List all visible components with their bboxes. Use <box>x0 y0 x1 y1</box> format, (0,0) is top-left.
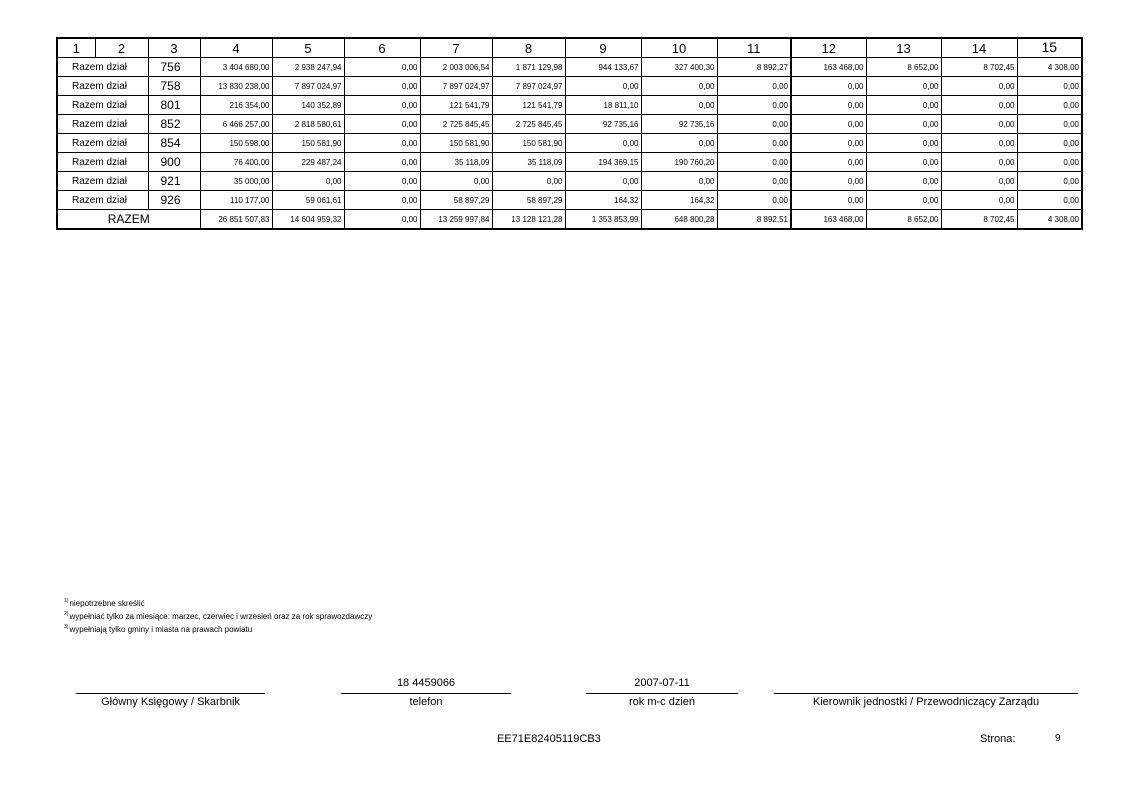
row-code: 756 <box>148 58 200 77</box>
column-header-6: 6 <box>344 38 420 58</box>
table-cell: 7 897 024,97 <box>272 77 344 96</box>
row-code: 926 <box>148 191 200 210</box>
table-cell: 0,00 <box>641 77 717 96</box>
table-cell: 0,00 <box>1017 115 1082 134</box>
column-header-13: 13 <box>866 38 941 58</box>
row-code: 852 <box>148 115 200 134</box>
table-cell: 13 830 238,00 <box>200 77 272 96</box>
table-cell: 0,00 <box>941 191 1017 210</box>
row-label: Razem dział <box>57 77 148 96</box>
signature-caption: Kierownik jednostki / Przewodniczący Zarządu <box>812 696 1040 708</box>
table-cell: 0,00 <box>641 134 717 153</box>
signature-line <box>586 693 738 694</box>
document-id: EE71E82405119CB3 <box>497 733 601 745</box>
table-cell: 0,00 <box>344 77 420 96</box>
table-cell: 0,00 <box>941 96 1017 115</box>
table-cell: 1 871 129,98 <box>492 58 565 77</box>
column-header-8: 8 <box>492 38 565 58</box>
table-cell: 150 598,00 <box>200 134 272 153</box>
footnote: $^{1)}$niepotrzebne skreślić <box>64 598 145 608</box>
table-cell: 0,00 <box>717 172 791 191</box>
phone-value: 18 4459066 <box>396 677 456 689</box>
total-cell: 648 800,28 <box>641 210 717 230</box>
table-cell: 35 000,00 <box>200 172 272 191</box>
total-cell: 13 259 997,84 <box>420 210 492 230</box>
table-cell: 0,00 <box>717 77 791 96</box>
footnotes <box>64 596 372 635</box>
table-cell: 0,00 <box>1017 191 1082 210</box>
column-header-15: 15 <box>1017 38 1082 58</box>
row-label: Razem dział <box>57 115 148 134</box>
column-header-10: 10 <box>641 38 717 58</box>
column-header-1: 1 <box>57 38 95 58</box>
table-cell: 0,00 <box>1017 172 1082 191</box>
table-cell: 92 735,16 <box>565 115 641 134</box>
table-row <box>57 115 1082 134</box>
table-cell: 190 760,20 <box>641 153 717 172</box>
table-cell: 2 938 247,94 <box>272 58 344 77</box>
table-cell: 0,00 <box>866 96 941 115</box>
table-row <box>57 134 1082 153</box>
table-cell: 0,00 <box>344 96 420 115</box>
column-header-9: 9 <box>565 38 641 58</box>
total-cell: 8 702,45 <box>941 210 1017 230</box>
signature-caption: Główny Księgowy / Skarbnik <box>101 696 240 708</box>
table-cell: 0,00 <box>344 172 420 191</box>
table-cell: 0,00 <box>420 172 492 191</box>
signature-value <box>774 676 1078 690</box>
table-row <box>57 96 1082 115</box>
table-cell: 327 400,30 <box>641 58 717 77</box>
table-cell: 194 369,15 <box>565 153 641 172</box>
table-cell: 0,00 <box>1017 153 1082 172</box>
table-cell: 944 133,67 <box>565 58 641 77</box>
table-cell: 0,00 <box>344 153 420 172</box>
total-label: RAZEM <box>57 210 200 230</box>
table-row <box>57 58 1082 77</box>
signature-line <box>341 693 511 694</box>
table-cell: 0,00 <box>866 115 941 134</box>
table-cell: 229 487,24 <box>272 153 344 172</box>
row-code: 900 <box>148 153 200 172</box>
table-cell: 0,00 <box>717 115 791 134</box>
table-cell: 18 811,10 <box>565 96 641 115</box>
table-cell: 0,00 <box>344 134 420 153</box>
table-cell: 76 400,00 <box>200 153 272 172</box>
table-row <box>57 77 1082 96</box>
signature-value <box>76 676 265 690</box>
signature-line <box>774 693 1078 694</box>
total-cell: 13 128 121,28 <box>492 210 565 230</box>
row-label: Razem dział <box>57 134 148 153</box>
table-header-row <box>57 38 1082 58</box>
table-cell: 0,00 <box>565 77 641 96</box>
table-cell: 2 003 006,54 <box>420 58 492 77</box>
row-code: 854 <box>148 134 200 153</box>
footnote: $^{2)}$wypełniać tylko za miesiące: marzec, czerwiec i wrzesień oraz za rok sprawozdawczy <box>64 611 373 621</box>
row-code: 758 <box>148 77 200 96</box>
signature-date <box>586 676 738 708</box>
table-cell: 58 897,29 <box>420 191 492 210</box>
table-cell: 121 541,79 <box>420 96 492 115</box>
table-cell: 0,00 <box>492 172 565 191</box>
table-cell: 164,32 <box>565 191 641 210</box>
total-cell: 26 851 507,83 <box>200 210 272 230</box>
table-cell: 216 354,00 <box>200 96 272 115</box>
column-header-11: 11 <box>717 38 791 58</box>
table-cell: 58 897,29 <box>492 191 565 210</box>
table-cell: 0,00 <box>866 153 941 172</box>
table-cell: 0,00 <box>791 172 866 191</box>
table-cell: 3 404 680,00 <box>200 58 272 77</box>
table-cell: 0,00 <box>565 172 641 191</box>
table-cell: 0,00 <box>1017 134 1082 153</box>
column-header-4: 4 <box>200 38 272 58</box>
table-cell: 0,00 <box>344 115 420 134</box>
table-cell: 0,00 <box>791 153 866 172</box>
page-number: 9 <box>1055 733 1061 744</box>
table-cell: 150 581,90 <box>492 134 565 153</box>
footnote: $^{3)}$wypełniają tylko gminy i miasta na prawach powiatu <box>64 624 253 634</box>
table-cell: 0,00 <box>641 96 717 115</box>
table-cell: 35 118,09 <box>420 153 492 172</box>
table-row <box>57 172 1082 191</box>
row-label: Razem dział <box>57 58 148 77</box>
column-header-7: 7 <box>420 38 492 58</box>
table-cell: 0,00 <box>641 172 717 191</box>
table-cell: 140 352,89 <box>272 96 344 115</box>
table-cell: 0,00 <box>717 153 791 172</box>
table-cell: 0,00 <box>717 96 791 115</box>
table-cell: 163 468,00 <box>791 58 866 77</box>
row-label: Razem dział <box>57 172 148 191</box>
table-cell: 0,00 <box>344 191 420 210</box>
table-cell: 0,00 <box>866 77 941 96</box>
total-cell: 4 308,00 <box>1017 210 1082 230</box>
table-row <box>57 191 1082 210</box>
table-cell: 0,00 <box>565 134 641 153</box>
signature-caption: telefon <box>409 696 443 708</box>
table-cell: 7 897 024,97 <box>420 77 492 96</box>
table-cell: 8 702,45 <box>941 58 1017 77</box>
table-cell: 0,00 <box>941 77 1017 96</box>
table-cell: 121 541,79 <box>492 96 565 115</box>
total-cell: 14 604 959,32 <box>272 210 344 230</box>
signature-line <box>76 693 265 694</box>
table-cell: 0,00 <box>866 134 941 153</box>
column-header-14: 14 <box>941 38 1017 58</box>
table-cell: 92 735,16 <box>641 115 717 134</box>
table-cell: 150 581,90 <box>272 134 344 153</box>
signature-manager <box>774 676 1078 708</box>
table-cell: 110 177,00 <box>200 191 272 210</box>
row-label: Razem dział <box>57 191 148 210</box>
total-cell: 163 468,00 <box>791 210 866 230</box>
report-table <box>56 37 1083 230</box>
table-cell: 2 818 580,61 <box>272 115 344 134</box>
table-cell: 0,00 <box>941 134 1017 153</box>
row-code: 921 <box>148 172 200 191</box>
table-cell: 0,00 <box>866 191 941 210</box>
total-cell: 1 353 853,99 <box>565 210 641 230</box>
signature-phone <box>341 676 511 708</box>
table-cell: 2 725 845,45 <box>492 115 565 134</box>
table-cell: 0,00 <box>941 172 1017 191</box>
table-cell: 0,00 <box>791 191 866 210</box>
column-header-3: 3 <box>148 38 200 58</box>
row-label: Razem dział <box>57 153 148 172</box>
table-cell: 0,00 <box>1017 96 1082 115</box>
total-cell: 8 652,00 <box>866 210 941 230</box>
date-value: 2007-07-11 <box>634 677 690 689</box>
table-cell: 0,00 <box>791 96 866 115</box>
table-cell: 6 466 257,00 <box>200 115 272 134</box>
table-cell: 0,00 <box>941 153 1017 172</box>
total-cell: 8 892,51 <box>717 210 791 230</box>
page-label: Strona: <box>980 733 1016 745</box>
table-cell: 0,00 <box>866 172 941 191</box>
row-label: Razem dział <box>57 96 148 115</box>
table-cell: 59 061,61 <box>272 191 344 210</box>
signature-caption: rok m-c dzień <box>628 696 696 708</box>
table-cell: 0,00 <box>1017 77 1082 96</box>
table-cell: 8 892,27 <box>717 58 791 77</box>
total-cell: 0,00 <box>344 210 420 230</box>
signature-accountant <box>76 676 265 708</box>
table-cell: 7 897 024,97 <box>492 77 565 96</box>
table-cell: 0,00 <box>344 58 420 77</box>
table-cell: 4 308,00 <box>1017 58 1082 77</box>
column-header-5: 5 <box>272 38 344 58</box>
table-cell: 0,00 <box>941 115 1017 134</box>
column-header-2: 2 <box>95 38 148 58</box>
table-cell: 0,00 <box>717 191 791 210</box>
row-code: 801 <box>148 96 200 115</box>
table-cell: 164,32 <box>641 191 717 210</box>
column-header-12: 12 <box>791 38 866 58</box>
table-cell: 0,00 <box>272 172 344 191</box>
table-cell: 8 652,00 <box>866 58 941 77</box>
table-cell: 0,00 <box>791 134 866 153</box>
table-cell: 2 725 845,45 <box>420 115 492 134</box>
table-cell: 0,00 <box>717 134 791 153</box>
table-cell: 150 581,90 <box>420 134 492 153</box>
table-cell: 35 118,09 <box>492 153 565 172</box>
table-row <box>57 153 1082 172</box>
total-row <box>57 210 1082 230</box>
table-cell: 0,00 <box>791 77 866 96</box>
table-cell: 0,00 <box>791 115 866 134</box>
